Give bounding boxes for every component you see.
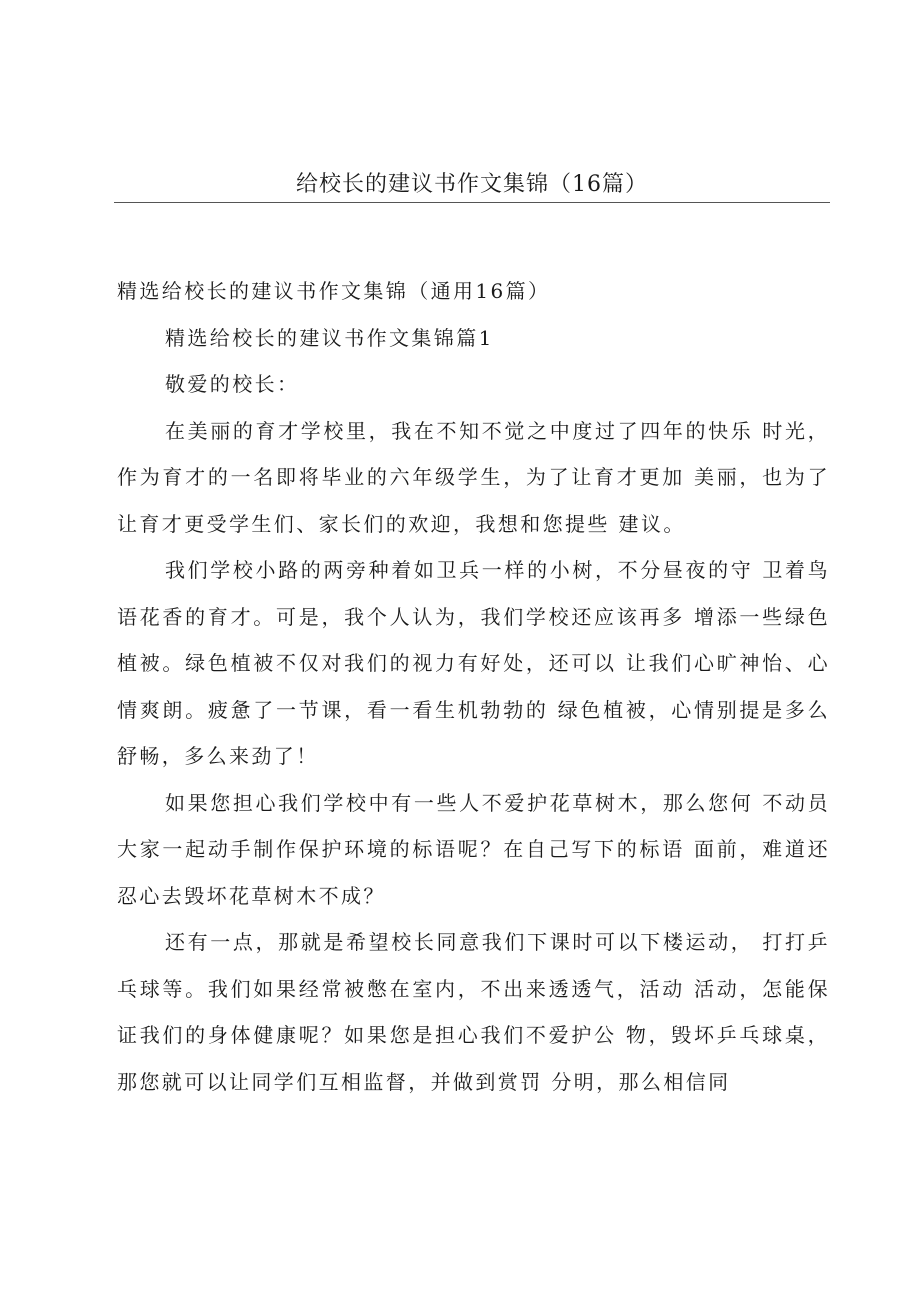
title-underline bbox=[114, 202, 830, 203]
document-title: 给校长的建议书作文集锦（16篇） bbox=[296, 172, 648, 197]
document-subtitle: 精选给校长的建议书作文集锦（通用16篇） bbox=[117, 279, 551, 303]
body-paragraph: 如果您担心我们学校中有一些人不爱护花草树木，那么您何 不动员大家一起动手制作保护环境的标语呢？在自己写下的标语 面前，难道还忍心去毁坏花草树木不成？ bbox=[117, 790, 830, 908]
section-heading: 精选给校长的建议书作文集锦篇1 bbox=[165, 325, 494, 350]
letter-salutation: 敬爱的校长： bbox=[165, 372, 300, 396]
body-paragraph: 在美丽的育才学校里，我在不知不觉之中度过了四年的快乐 时光，作为育才的一名即将毕业的六年级学生，为了让育才更加 美丽，也为了让育才更受学生们、家长们的欢迎，我想和您提些 建议。 bbox=[117, 418, 830, 536]
document-body bbox=[117, 268, 830, 1105]
body-paragraph: 我们学校小路的两旁种着如卫兵一样的小树，不分昼夜的守 卫着鸟语花香的育才。可是，我个人认为，我们学校还应该再多 增添一些绿色植被。绿色植被不仅对我们的视力有好处，还可以 让我们心旷神怡、心情爽朗。疲惫了一节课，看一看生机勃勃的 绿色植被，心情别提是多么舒畅，多么来劲了！ bbox=[117, 558, 830, 768]
body-paragraph: 还有一点，那就是希望校长同意我们下课时可以下楼运动， 打打乒乓球等。我们如果经常被憋在室内，不出来透透气，活动 活动，怎能保证我们的身体健康呢？如果您是担心我们不爱护公 物，毁坏乒乓球桌，那您就可以让同学们互相监督，并做到赏罚 分明，那么相信同 bbox=[117, 930, 830, 1094]
